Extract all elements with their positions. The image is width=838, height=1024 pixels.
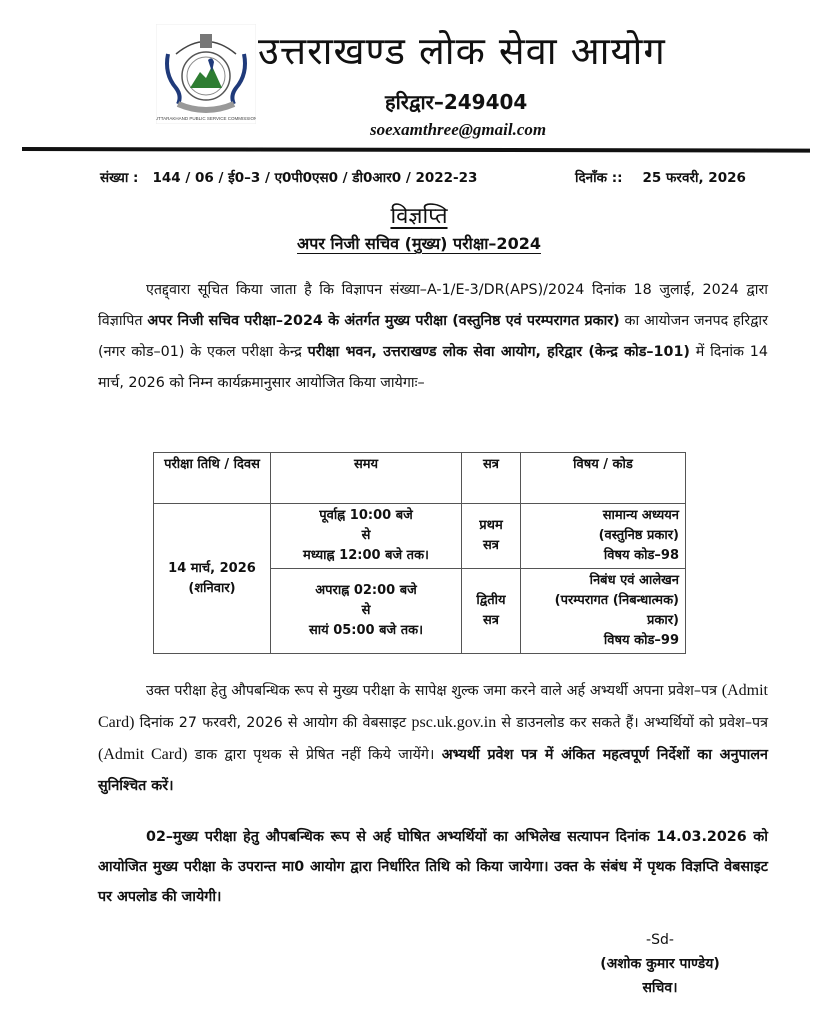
notice-subtitle: अपर निजी सचिव (मुख्य) परीक्षा–2024 — [297, 234, 541, 253]
subject-cell: निबंध एवं आलेखन (परम्परागत (निबन्धात्मक) प्रकार) विषय कोड–99 — [521, 569, 686, 654]
signatory-name: (अशोक कुमार पाण्डेय) — [600, 956, 720, 972]
paragraph-document-verification: 02–मुख्य परीक्षा हेतु औपबन्धिक रूप से अर्ह घोषित अभ्यर्थियों का अभिलेख सत्यापन दिनांक 14.03.2026 को आयोजित मुख्य परीक्षा के उपरान्त मा0 आयोग द्वारा निर्धारित तिथि को किया जायेगा। उक्त के संबंध में पृथक विज्ञप्ति वेबसाइट पर अपलोड की जायेगी। — [98, 829, 768, 905]
paragraph-admit-card: उक्त परीक्षा हेतु औपबन्धिक रूप से मुख्य परीक्षा के सापेक्ष शुल्क जमा करने वाले अर्ह अभ्यर्थी अपना प्रवेश–पत्र (Admit Card) दिनांक 27 फरवरी, 2026 से आयोग की वेबसाइट psc.uk.gov.in से डाउनलोड कर सकते हैं। अभ्यर्थियों को प्रवेश–पत्र (Admit Card) डाक द्वारा पृथक से प्रेषित नहीं किये जायेंगे। अभ्यर्थी प्रवेश पत्र में अंकित महत्वपूर्ण निर्देशों का अनुपालन सुनिश्चित करें। — [98, 682, 769, 794]
website-link[interactable]: psc.uk.gov.in — [411, 714, 497, 731]
table-row — [154, 504, 686, 569]
exam-date-cell: 14 मार्च, 2026 (शनिवार) — [154, 504, 271, 654]
signature-sd: -Sd- — [646, 932, 674, 948]
organization-name: उत्तराखण्ड लोक सेवा आयोग — [258, 29, 666, 73]
subject-cell: सामान्य अध्ययन (वस्तुनिष्ठ प्रकार) विषय कोड–98 — [521, 504, 686, 569]
commission-emblem-logo — [156, 24, 256, 124]
session-cell: प्रथम सत्र — [462, 504, 521, 569]
exam-name-bold: अपर निजी सचिव परीक्षा–2024 के अंतर्गत मुख्य परीक्षा (वस्तुनिष्ठ एवं परम्परागत प्रकार) — [147, 313, 620, 329]
notice-title: विज्ञप्ति — [390, 204, 448, 229]
emblem-icon — [156, 24, 256, 124]
header-subject-code: विषय / कोड — [521, 453, 686, 504]
issue-date — [575, 168, 746, 186]
exam-centre-bold: परीक्षा भवन, उत्तराखण्ड लोक सेवा आयोग, हरिद्वार (केन्द्र कोड–101) — [307, 344, 690, 360]
exam-schedule-table — [153, 452, 686, 654]
session-cell: द्वितीय सत्र — [462, 569, 521, 654]
date-value: 25 फरवरी, 2026 — [642, 170, 746, 186]
header-time: समय — [271, 453, 462, 504]
header-divider — [22, 147, 810, 153]
header-date-day: परीक्षा तिथि / दिवस — [154, 453, 271, 504]
organization-email: soexamthree@gmail.com — [370, 120, 547, 139]
time-cell: पूर्वाह्न 10:00 बजे से मध्याह्न 12:00 बजे तक। — [271, 504, 462, 569]
reference-value: 144 / 06 / ई0–3 / ए0पी0एस0 / डी0आर0 / 2022-23 — [152, 170, 478, 186]
table-header-row — [154, 453, 686, 504]
date-label: दिनाँक :: — [575, 170, 623, 186]
signatory-designation: सचिव। — [642, 980, 678, 996]
reference-label: संख्या : — [100, 170, 139, 186]
paragraph-announcement: एतद्द्वारा सूचित किया जाता है कि विज्ञापन संख्या–A-1/E-3/DR(APS)/2024 दिनांक 18 जुलाई, 2024 द्वारा विज्ञापित अपर निजी सचिव परीक्षा–2024 के अंतर्गत मुख्य परीक्षा (वस्तुनिष्ठ एवं परम्परागत प्रकार) का आयोजन जनपद हरिद्वार (नगर कोड–01) के एकल परीक्षा केन्द्र परीक्षा भवन, उत्तराखण्ड लोक सेवा आयोग, हरिद्वार (केन्द्र कोड–101) में दिनांक 14 मार्च, 2026 को निम्न कार्यक्रमानुसार आयोजित किया जायेगाः– — [98, 282, 768, 391]
instruction-bold: अभ्यर्थी प्रवेश पत्र में अंकित महत्वपूर्ण निर्देशों का अनुपालन सुनिश्चित करें। — [98, 747, 768, 794]
reference-number — [100, 168, 477, 186]
svg-text:UTTARAKHAND PUBLIC SERVICE COM: UTTARAKHAND PUBLIC SERVICE COMMISSION — [156, 116, 256, 121]
time-cell: अपराह्न 02:00 बजे से सायं 05:00 बजे तक। — [271, 569, 462, 654]
header-session: सत्र — [462, 453, 521, 504]
organization-address: हरिद्वार–249404 — [385, 90, 528, 114]
